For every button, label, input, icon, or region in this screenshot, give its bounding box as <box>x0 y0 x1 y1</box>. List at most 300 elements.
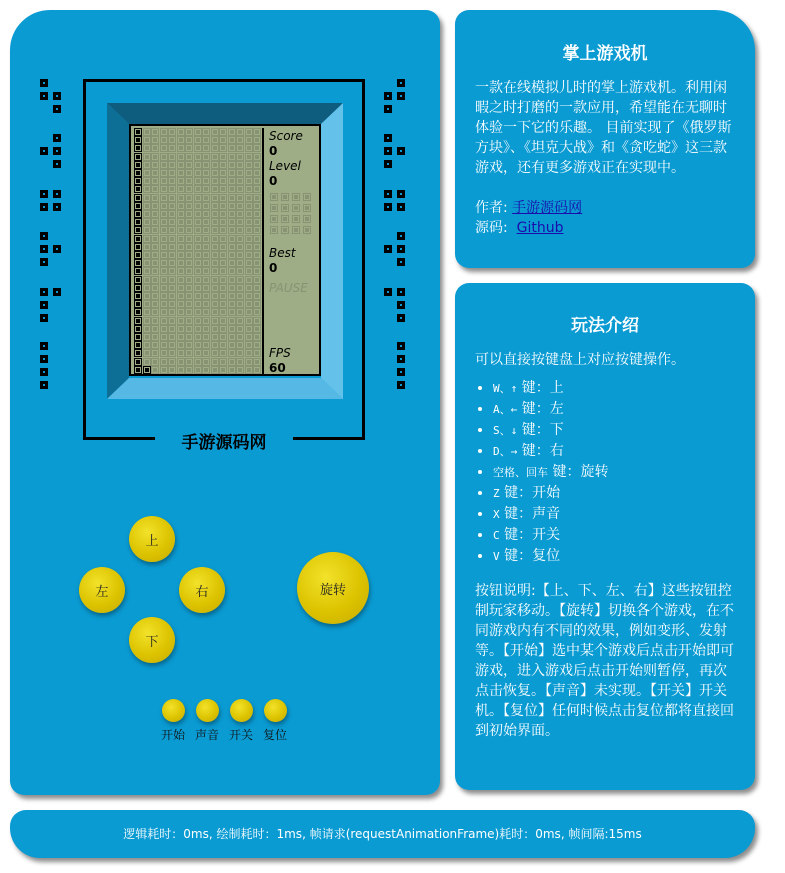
screen-bezel <box>107 103 343 399</box>
matrix-cell <box>134 333 142 341</box>
matrix-cell <box>219 284 227 292</box>
matrix-cell <box>194 169 202 177</box>
decoration-block <box>40 79 48 87</box>
matrix-cell <box>245 308 253 316</box>
matrix-cell <box>228 300 236 308</box>
game-matrix <box>134 128 264 374</box>
matrix-cell <box>245 235 253 243</box>
matrix-cell <box>168 218 176 226</box>
matrix-cell <box>151 185 159 193</box>
matrix-cell <box>151 333 159 341</box>
matrix-cell <box>253 194 261 202</box>
matrix-cell <box>151 276 159 284</box>
matrix-cell <box>194 251 202 259</box>
key-separator: 键： <box>499 506 533 522</box>
decoration-block <box>384 147 392 155</box>
matrix-cell <box>219 177 227 185</box>
decoration-block <box>397 245 405 253</box>
decoration-block <box>53 147 61 155</box>
key-item <box>493 420 733 441</box>
matrix-cell <box>177 136 185 144</box>
decoration-block <box>53 92 61 100</box>
key-name: A、← <box>493 403 518 416</box>
author-line <box>475 198 735 218</box>
matrix-cell <box>194 202 202 210</box>
matrix-cell <box>245 325 253 333</box>
matrix-cell <box>194 349 202 357</box>
matrix-cell <box>228 226 236 234</box>
matrix-cell <box>185 153 193 161</box>
matrix-cell <box>253 349 261 357</box>
matrix-cell <box>219 210 227 218</box>
matrix-cell <box>151 218 159 226</box>
up-button[interactable]: 上 <box>129 516 175 562</box>
matrix-cell <box>228 341 236 349</box>
matrix-cell <box>202 243 210 251</box>
matrix-cell <box>134 341 142 349</box>
key-action: 旋转 <box>580 464 609 480</box>
matrix-cell <box>202 259 210 267</box>
matrix-cell <box>236 308 244 316</box>
key-name: D、→ <box>493 445 518 458</box>
matrix-cell <box>194 341 202 349</box>
matrix-cell <box>211 144 219 152</box>
matrix-cell <box>177 300 185 308</box>
matrix-cell <box>245 292 253 300</box>
matrix-cell <box>151 169 159 177</box>
guide-intro: 可以直接按键盘上对应按键操作。 <box>475 352 685 368</box>
matrix-cell <box>219 136 227 144</box>
info-panel <box>455 10 755 268</box>
matrix-cell <box>185 226 193 234</box>
matrix-cell <box>134 325 142 333</box>
key-item <box>493 378 733 399</box>
matrix-cell <box>160 300 168 308</box>
matrix-cell <box>236 177 244 185</box>
matrix-cell <box>143 251 151 259</box>
matrix-cell <box>202 349 210 357</box>
matrix-cell <box>245 259 253 267</box>
matrix-cell <box>219 202 227 210</box>
matrix-cell <box>211 251 219 259</box>
preview-cell <box>303 193 311 201</box>
matrix-cell <box>134 226 142 234</box>
key-item <box>493 504 733 525</box>
matrix-cell <box>177 325 185 333</box>
matrix-cell <box>185 218 193 226</box>
matrix-cell <box>134 202 142 210</box>
matrix-cell <box>177 349 185 357</box>
decoration-block <box>397 190 405 198</box>
matrix-cell <box>160 292 168 300</box>
matrix-cell <box>151 267 159 275</box>
matrix-cell <box>151 251 159 259</box>
matrix-cell <box>202 177 210 185</box>
right-button[interactable]: 右 <box>179 567 225 613</box>
matrix-cell <box>134 136 142 144</box>
decoration-block <box>40 342 48 350</box>
matrix-cell <box>236 284 244 292</box>
matrix-cell <box>236 333 244 341</box>
matrix-cell <box>236 358 244 366</box>
matrix-cell <box>245 267 253 275</box>
matrix-cell <box>168 235 176 243</box>
matrix-cell <box>134 259 142 267</box>
matrix-cell <box>134 161 142 169</box>
matrix-cell <box>219 349 227 357</box>
score-label: Score <box>269 129 303 143</box>
matrix-cell <box>168 292 176 300</box>
matrix-cell <box>151 300 159 308</box>
matrix-cell <box>168 308 176 316</box>
matrix-cell <box>168 136 176 144</box>
matrix-cell <box>236 235 244 243</box>
matrix-cell <box>151 292 159 300</box>
key-name: V <box>493 550 500 563</box>
matrix-cell <box>236 267 244 275</box>
matrix-cell <box>202 333 210 341</box>
key-separator: 键： <box>517 422 550 438</box>
matrix-cell <box>228 267 236 275</box>
matrix-cell <box>236 169 244 177</box>
matrix-cell <box>151 161 159 169</box>
matrix-cell <box>177 218 185 226</box>
matrix-cell <box>253 128 261 136</box>
matrix-cell <box>151 366 159 374</box>
status-panel <box>266 126 321 374</box>
matrix-cell <box>177 308 185 316</box>
decoration-block <box>384 134 392 142</box>
power-button-label: 开关 <box>228 728 253 742</box>
matrix-cell <box>177 358 185 366</box>
matrix-cell <box>134 128 142 136</box>
matrix-cell <box>185 185 193 193</box>
decoration-block <box>53 288 61 296</box>
decoration-block <box>40 258 48 266</box>
power-button[interactable] <box>230 699 253 722</box>
rotate-button[interactable]: 旋转 <box>297 552 369 624</box>
matrix-cell <box>134 169 142 177</box>
decoration-block <box>384 190 392 198</box>
matrix-cell <box>219 333 227 341</box>
matrix-cell <box>185 308 193 316</box>
matrix-cell <box>168 226 176 234</box>
matrix-cell <box>245 202 253 210</box>
left-button[interactable]: 左 <box>79 567 125 613</box>
decoration-block <box>40 190 48 198</box>
matrix-cell <box>177 161 185 169</box>
matrix-cell <box>151 194 159 202</box>
guide-explanation: 按钮说明:【上、下、左、右】这些按钮控制玩家移动。【旋转】切换各个游戏，在不同游戏内有不同的效果，例如变形、发射等。【开始】选中某个游戏后点击开始即可游戏，进入游戏后点击开始则暂停，再次点击恢复。【声音】未实现。【开关】开关机。【复位】任何时候点击复位都将直接回到初始界面。 <box>475 583 734 739</box>
matrix-cell <box>134 243 142 251</box>
matrix-cell <box>202 161 210 169</box>
decoration-block <box>397 147 405 155</box>
matrix-cell <box>253 161 261 169</box>
decoration-block <box>40 301 48 309</box>
matrix-cell <box>143 308 151 316</box>
preview-cell <box>270 226 278 234</box>
source-label: 源码: <box>475 220 508 236</box>
matrix-cell <box>143 210 151 218</box>
matrix-cell <box>185 210 193 218</box>
matrix-cell <box>160 153 168 161</box>
matrix-cell <box>228 358 236 366</box>
matrix-cell <box>245 349 253 357</box>
reset-button[interactable] <box>264 699 287 722</box>
matrix-cell <box>228 251 236 259</box>
matrix-cell <box>219 366 227 374</box>
author-link[interactable]: 手游源码网 <box>512 200 583 216</box>
matrix-cell <box>151 210 159 218</box>
matrix-cell <box>211 153 219 161</box>
matrix-cell <box>143 153 151 161</box>
matrix-cell <box>194 308 202 316</box>
matrix-cell <box>177 284 185 292</box>
matrix-cell <box>143 177 151 185</box>
matrix-cell <box>228 292 236 300</box>
matrix-cell <box>211 226 219 234</box>
matrix-cell <box>236 218 244 226</box>
decoration-block <box>384 105 392 113</box>
matrix-cell <box>168 169 176 177</box>
decoration-block <box>40 232 48 240</box>
matrix-cell <box>219 169 227 177</box>
matrix-cell <box>202 358 210 366</box>
matrix-cell <box>177 292 185 300</box>
matrix-cell <box>253 243 261 251</box>
matrix-cell <box>211 202 219 210</box>
matrix-cell <box>143 136 151 144</box>
matrix-cell <box>245 284 253 292</box>
matrix-cell <box>185 358 193 366</box>
matrix-cell <box>160 317 168 325</box>
matrix-cell <box>236 136 244 144</box>
score-value: 0 <box>269 144 278 158</box>
key-list <box>475 378 733 567</box>
matrix-cell <box>219 308 227 316</box>
matrix-cell <box>253 284 261 292</box>
matrix-cell <box>236 128 244 136</box>
preview-cell <box>281 226 289 234</box>
matrix-cell <box>160 333 168 341</box>
matrix-cell <box>211 218 219 226</box>
matrix-cell <box>151 177 159 185</box>
matrix-cell <box>134 177 142 185</box>
matrix-cell <box>253 218 261 226</box>
matrix-cell <box>194 325 202 333</box>
matrix-cell <box>194 161 202 169</box>
start-button[interactable] <box>162 699 185 722</box>
matrix-cell <box>194 226 202 234</box>
matrix-cell <box>236 300 244 308</box>
decoration-block <box>397 92 405 100</box>
matrix-cell <box>160 185 168 193</box>
matrix-cell <box>177 243 185 251</box>
decoration-block <box>397 314 405 322</box>
matrix-cell <box>219 341 227 349</box>
sound-button[interactable] <box>196 699 219 722</box>
matrix-cell <box>177 276 185 284</box>
matrix-cell <box>253 202 261 210</box>
matrix-cell <box>177 210 185 218</box>
matrix-cell <box>202 292 210 300</box>
matrix-cell <box>168 358 176 366</box>
key-separator: 键： <box>499 485 533 501</box>
key-name: W、↑ <box>493 382 518 395</box>
key-separator: 键： <box>517 380 550 396</box>
matrix-cell <box>185 177 193 185</box>
matrix-cell <box>194 358 202 366</box>
matrix-cell <box>143 169 151 177</box>
matrix-cell <box>134 276 142 284</box>
matrix-cell <box>194 210 202 218</box>
matrix-cell <box>160 202 168 210</box>
matrix-cell <box>160 341 168 349</box>
matrix-cell <box>253 144 261 152</box>
preview-cell <box>270 215 278 223</box>
matrix-cell <box>194 218 202 226</box>
decoration-block <box>40 203 48 211</box>
matrix-cell <box>253 259 261 267</box>
matrix-cell <box>211 169 219 177</box>
matrix-cell <box>202 169 210 177</box>
matrix-cell <box>202 267 210 275</box>
matrix-cell <box>194 153 202 161</box>
guide-title: 玩法介绍 <box>571 316 639 336</box>
matrix-cell <box>177 153 185 161</box>
matrix-cell <box>236 317 244 325</box>
matrix-cell <box>253 235 261 243</box>
matrix-cell <box>160 251 168 259</box>
matrix-cell <box>134 284 142 292</box>
matrix-cell <box>245 276 253 284</box>
matrix-cell <box>236 349 244 357</box>
matrix-cell <box>168 267 176 275</box>
matrix-cell <box>202 144 210 152</box>
matrix-cell <box>202 210 210 218</box>
down-button[interactable]: 下 <box>129 617 175 663</box>
key-separator: 键： <box>517 443 550 459</box>
matrix-cell <box>185 267 193 275</box>
matrix-cell <box>253 169 261 177</box>
matrix-cell <box>185 243 193 251</box>
matrix-cell <box>211 276 219 284</box>
matrix-cell <box>151 153 159 161</box>
matrix-cell <box>245 128 253 136</box>
matrix-cell <box>228 349 236 357</box>
matrix-cell <box>211 333 219 341</box>
matrix-cell <box>160 276 168 284</box>
matrix-cell <box>245 243 253 251</box>
matrix-cell <box>228 202 236 210</box>
matrix-cell <box>253 341 261 349</box>
matrix-cell <box>211 358 219 366</box>
matrix-cell <box>160 358 168 366</box>
matrix-cell <box>151 341 159 349</box>
matrix-cell <box>177 366 185 374</box>
matrix-cell <box>211 243 219 251</box>
matrix-cell <box>134 292 142 300</box>
matrix-cell <box>253 308 261 316</box>
matrix-cell <box>168 128 176 136</box>
matrix-cell <box>143 341 151 349</box>
matrix-cell <box>211 308 219 316</box>
matrix-cell <box>219 161 227 169</box>
matrix-cell <box>177 177 185 185</box>
key-item <box>493 399 733 420</box>
matrix-cell <box>219 300 227 308</box>
matrix-cell <box>202 153 210 161</box>
matrix-cell <box>168 202 176 210</box>
preview-cell <box>292 193 300 201</box>
github-link[interactable]: Github <box>516 220 564 236</box>
matrix-cell <box>134 317 142 325</box>
decoration-block <box>397 368 405 376</box>
matrix-cell <box>219 358 227 366</box>
matrix-cell <box>253 210 261 218</box>
matrix-cell <box>177 341 185 349</box>
matrix-cell <box>160 284 168 292</box>
matrix-cell <box>168 317 176 325</box>
matrix-cell <box>245 218 253 226</box>
matrix-cell <box>160 267 168 275</box>
matrix-cell <box>134 308 142 316</box>
decoration-block <box>384 160 392 168</box>
matrix-cell <box>253 276 261 284</box>
matrix-cell <box>236 292 244 300</box>
matrix-cell <box>177 144 185 152</box>
matrix-cell <box>253 358 261 366</box>
matrix-cell <box>194 366 202 374</box>
best-label: Best <box>269 246 296 260</box>
matrix-cell <box>228 185 236 193</box>
matrix-cell <box>151 325 159 333</box>
decoration-block <box>40 314 48 322</box>
matrix-cell <box>211 161 219 169</box>
matrix-cell <box>211 210 219 218</box>
matrix-cell <box>185 169 193 177</box>
decoration-block <box>53 190 61 198</box>
matrix-cell <box>211 300 219 308</box>
preview-cell <box>292 226 300 234</box>
matrix-cell <box>228 161 236 169</box>
matrix-cell <box>185 259 193 267</box>
decoration-block <box>53 134 61 142</box>
matrix-cell <box>185 276 193 284</box>
matrix-cell <box>177 317 185 325</box>
matrix-cell <box>194 276 202 284</box>
fps-label: FPS <box>269 346 291 360</box>
matrix-cell <box>202 284 210 292</box>
matrix-cell <box>143 325 151 333</box>
matrix-cell <box>194 144 202 152</box>
matrix-cell <box>245 194 253 202</box>
matrix-cell <box>151 349 159 357</box>
matrix-cell <box>185 136 193 144</box>
matrix-cell <box>253 300 261 308</box>
matrix-cell <box>245 366 253 374</box>
matrix-cell <box>245 169 253 177</box>
matrix-cell <box>211 341 219 349</box>
matrix-cell <box>228 153 236 161</box>
matrix-cell <box>168 185 176 193</box>
matrix-cell <box>211 235 219 243</box>
sound-button-label: 声音 <box>194 728 219 742</box>
key-item <box>493 525 733 546</box>
matrix-cell <box>194 292 202 300</box>
matrix-cell <box>143 366 151 374</box>
matrix-cell <box>168 194 176 202</box>
